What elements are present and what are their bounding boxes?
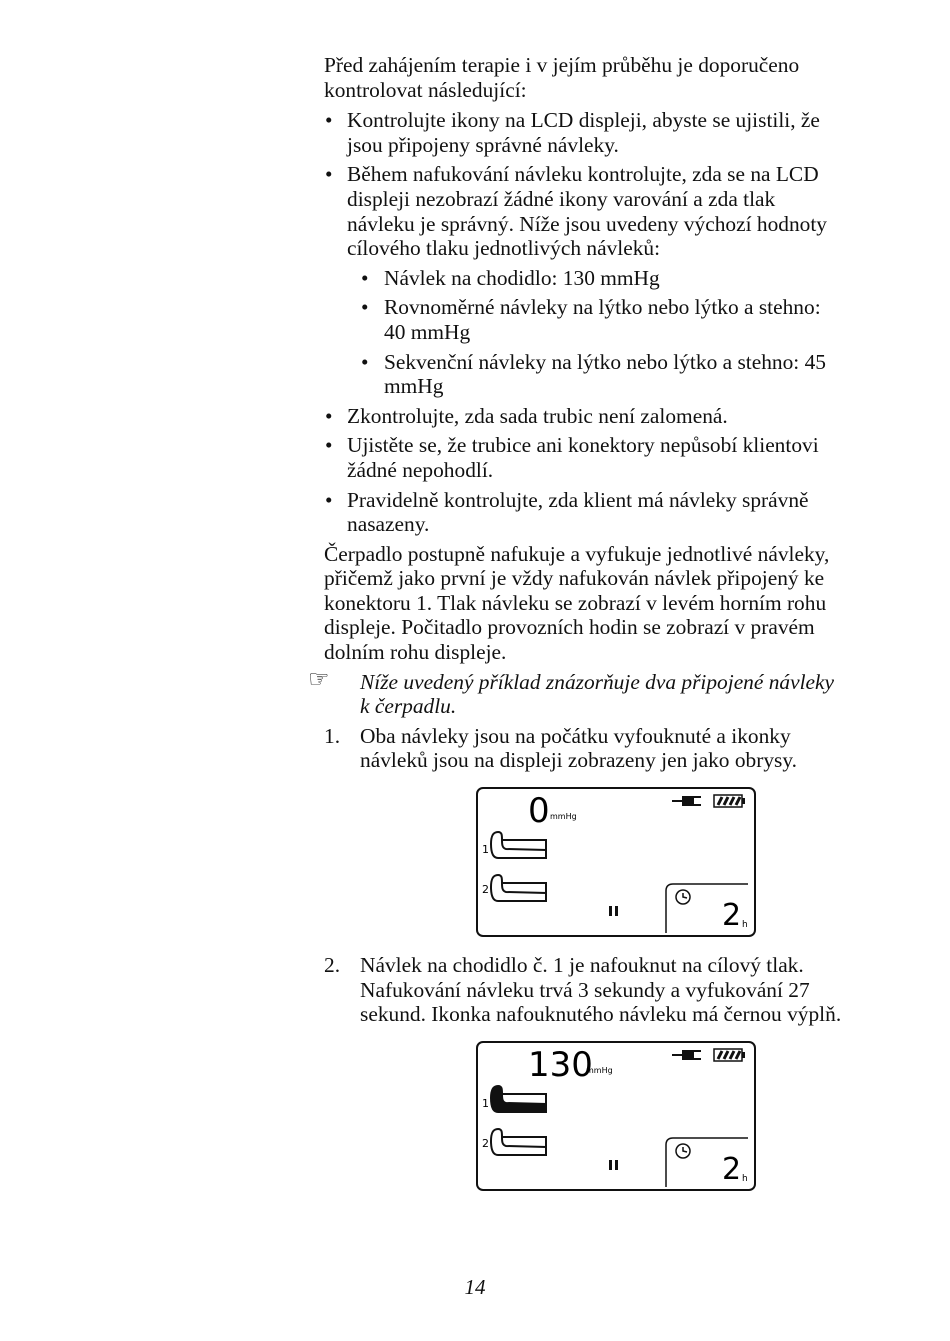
pointing-hand-icon: ☞	[308, 666, 330, 693]
hour-counter-unit: h	[742, 920, 748, 931]
checklist	[324, 108, 844, 537]
pressure-item: • Sekvenční návleky na lýtko nebo lýtko a stehno: 45 mmHg	[347, 350, 844, 399]
step	[324, 724, 844, 937]
page-content	[308, 53, 844, 1207]
list-item: • Ujistěte se, že trubice ani konektory nepůsobí klientovi žádné nepohodlí.	[324, 433, 844, 482]
cuff-2-label: 2	[482, 883, 489, 897]
step	[324, 953, 844, 1191]
lcd-pressure-value: 0	[528, 791, 550, 832]
cuff-1-label: 1	[482, 1096, 489, 1110]
hour-counter-unit: h	[742, 1173, 748, 1184]
note-text: Níže uvedený příklad znázorňuje dva připojené návleky k čerpadlu.	[360, 669, 835, 719]
list-item-text: Během nafukování návleku kontrolujte, zda se na LCD displeji nezobrazí žádné ikony varování a zda tlak návleku je správný. Níže jsou uvedeny výchozí hodnoty cílového tlaku jednotlivých návleků:	[347, 162, 827, 261]
step-number: 2.	[324, 953, 341, 978]
pressure-list	[347, 266, 844, 399]
cuff-1-label: 1	[482, 843, 489, 857]
pressure-item: • Rovnoměrné návleky na lýtko nebo lýtko a stehno: 40 mmHg	[347, 295, 844, 344]
lcd-display	[476, 787, 756, 937]
note	[308, 666, 844, 719]
list-item: • Pravidelně kontrolujte, zda klient má návleky správně nasazeny.	[324, 488, 844, 537]
lcd-pressure-value: 130	[528, 1044, 593, 1085]
cuff-2-label: 2	[482, 1136, 489, 1150]
step-text: Oba návleky jsou na počátku vyfouknuté a ikonky návleků jsou na displeji zobrazeny jen jako obrysy.	[360, 723, 798, 773]
lcd-pressure-unit: mmHg	[550, 812, 577, 822]
step-list	[324, 724, 844, 1191]
lcd-pressure-unit: mmHg	[586, 1065, 613, 1075]
lcd-display	[476, 1041, 756, 1191]
hour-counter-value: 2	[722, 1151, 742, 1187]
step-text: Návlek na chodidlo č. 1 je nafouknut na cílový tlak. Nafukování návleku trvá 3 sekundy a vyfukování 27 sekund. Ikonka nafouknutého návleku má černou výplň.	[360, 953, 842, 1027]
page-number: 14	[464, 1275, 486, 1299]
intro-text: Před zahájením terapie i v jejím průběhu je doporučeno kontrolovat následující:	[324, 53, 800, 102]
step-number: 1.	[324, 723, 341, 748]
list-item	[324, 162, 844, 398]
pressure-item: • Návlek na chodidlo: 130 mmHg	[347, 266, 844, 291]
list-item: • Zkontrolujte, zda sada trubic není zalomená.	[324, 404, 844, 429]
list-item: • Kontrolujte ikony na LCD displeji, abyste se ujistili, že jsou připojeny správné návleky.	[324, 108, 844, 157]
body-paragraph: Čerpadlo postupně nafukuje a vyfukuje jednotlivé návleky, přičemž jako první je vždy nafukován návlek připojený ke konektoru 1. Tlak návleku se zobrazí v levém horním rohu displeje. Počitadlo provozních hodin se zobrazí v pravém dolním rohu displeje.	[324, 541, 830, 665]
hour-counter-value: 2	[722, 898, 742, 934]
